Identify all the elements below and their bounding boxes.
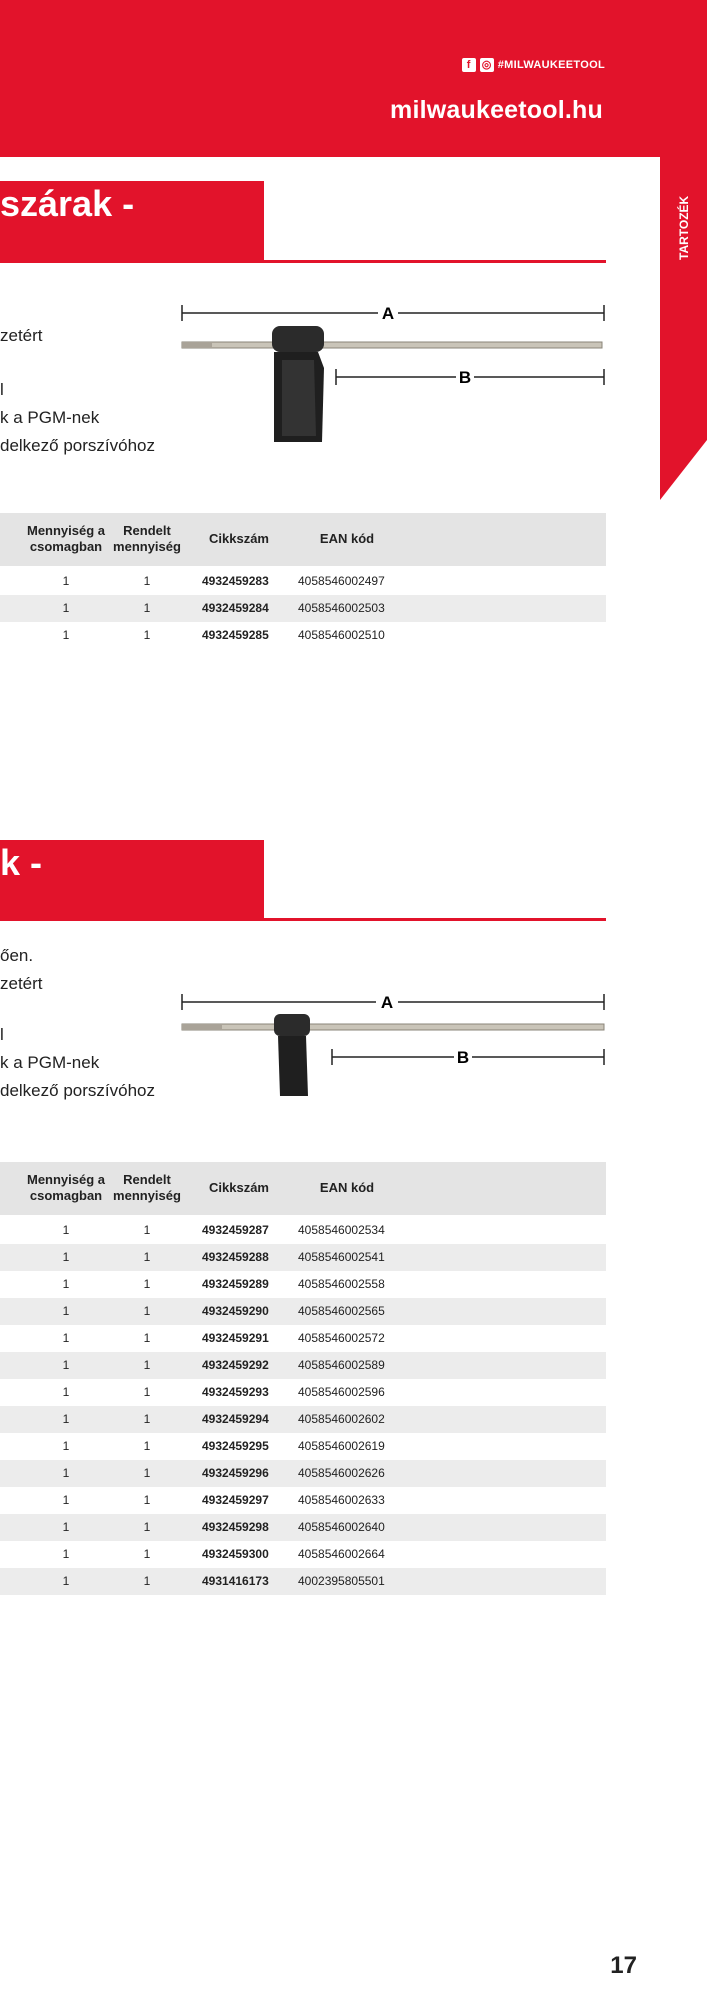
ean-cell: 4058546002626 — [298, 1466, 385, 1480]
qty-cell: 1 — [62, 1412, 70, 1426]
ean-cell: 4058546002602 — [298, 1412, 385, 1426]
dimension-a — [182, 304, 604, 323]
qty-cell: 1 — [62, 1358, 70, 1372]
article-cell: 4932459298 — [202, 1520, 269, 1534]
table-row — [0, 1352, 606, 1379]
ean-cell: 4058546002503 — [298, 601, 385, 615]
qty-cell: 1 — [62, 601, 70, 615]
table-row — [0, 568, 606, 595]
section1-desc-line-1: zetért — [0, 326, 43, 345]
drill-bit-shaft — [182, 1024, 604, 1030]
qty-cell: 1 — [62, 1439, 70, 1453]
table-row — [0, 1433, 606, 1460]
table-row — [0, 1379, 606, 1406]
header-qty: Mennyiség a csomagban — [26, 523, 106, 554]
ordered-cell: 1 — [143, 1547, 151, 1561]
header-ean: EAN kód — [319, 531, 375, 546]
facebook-icon[interactable]: f — [462, 58, 476, 72]
table-row — [0, 1487, 606, 1514]
social-bar — [462, 58, 605, 72]
section1-desc-line-3: k a PGM-nek — [0, 408, 100, 427]
table-row — [0, 1217, 606, 1244]
table-row — [0, 595, 606, 622]
website-url[interactable]: milwaukeetool.hu — [390, 96, 603, 124]
table-row — [0, 1325, 606, 1352]
table-row — [0, 1406, 606, 1433]
ordered-cell: 1 — [143, 1304, 151, 1318]
header-ordered: Rendelt mennyiség — [113, 1172, 181, 1203]
table-row — [0, 1271, 606, 1298]
section1-product-diagram — [178, 296, 608, 446]
dimension-a-label: A — [381, 304, 395, 323]
section1-desc-line-2: l — [0, 380, 4, 399]
section2-product-diagram — [178, 988, 608, 1138]
article-cell: 4932459284 — [202, 601, 269, 615]
qty-cell: 1 — [62, 628, 70, 642]
ordered-cell: 1 — [143, 1250, 151, 1264]
article-cell: 4932459296 — [202, 1466, 269, 1480]
article-cell: 4932459293 — [202, 1385, 269, 1399]
qty-cell: 1 — [62, 1277, 70, 1291]
dimension-b — [332, 1048, 604, 1067]
article-cell: 4932459289 — [202, 1277, 269, 1291]
article-cell: 4932459288 — [202, 1250, 269, 1264]
table-row — [0, 1541, 606, 1568]
header-ordered: Rendelt mennyiség — [113, 523, 181, 554]
qty-cell: 1 — [62, 1331, 70, 1345]
ean-cell: 4002395805501 — [298, 1574, 385, 1588]
table-row — [0, 1298, 606, 1325]
qty-cell: 1 — [62, 1304, 70, 1318]
side-tab-label: TARTOZÉK — [677, 195, 691, 260]
section2-desc-line-2: zetért — [0, 974, 43, 993]
section1-title-rule — [0, 260, 606, 263]
ordered-cell: 1 — [143, 1358, 151, 1372]
ean-cell: 4058546002589 — [298, 1358, 385, 1372]
dimension-b — [336, 368, 604, 387]
dimension-a-label: A — [380, 993, 394, 1012]
ean-cell: 4058546002497 — [298, 574, 385, 588]
article-cell: 4932459290 — [202, 1304, 269, 1318]
qty-cell: 1 — [62, 1520, 70, 1534]
ordered-cell: 1 — [143, 1466, 151, 1480]
article-cell: 4932459297 — [202, 1493, 269, 1507]
table-row — [0, 1460, 606, 1487]
ean-cell: 4058546002510 — [298, 628, 385, 642]
article-cell: 4932459300 — [202, 1547, 269, 1561]
ean-cell: 4058546002572 — [298, 1331, 385, 1345]
article-cell: 4932459294 — [202, 1412, 269, 1426]
ean-cell: 4058546002619 — [298, 1439, 385, 1453]
ordered-cell: 1 — [143, 1331, 151, 1345]
qty-cell: 1 — [62, 574, 70, 588]
ean-cell: 4058546002558 — [298, 1277, 385, 1291]
article-cell: 4932459292 — [202, 1358, 269, 1372]
article-cell: 4932459291 — [202, 1331, 269, 1345]
ordered-cell: 1 — [143, 1277, 151, 1291]
header-qty: Mennyiség a csomagban — [26, 1172, 106, 1203]
article-cell: 4931416173 — [202, 1574, 269, 1588]
hashtag[interactable]: #MILWAUKEETOOL — [497, 59, 605, 71]
dimension-a — [182, 993, 604, 1012]
table-row — [0, 1568, 606, 1595]
ordered-cell: 1 — [143, 1439, 151, 1453]
qty-cell: 1 — [62, 1466, 70, 1480]
table-row — [0, 1244, 606, 1271]
ordered-cell: 1 — [143, 1223, 151, 1237]
section2-desc-line-5: delkező porszívóhoz — [0, 1081, 155, 1100]
qty-cell: 1 — [62, 1547, 70, 1561]
section2-desc-line-4: k a PGM-nek — [0, 1053, 100, 1072]
dust-extraction-handle — [272, 326, 324, 442]
section1-title: szárak - — [0, 181, 264, 261]
ean-cell: 4058546002633 — [298, 1493, 385, 1507]
section2-title-rule — [0, 918, 606, 921]
section1-desc-line-4: delkező porszívóhoz — [0, 436, 155, 455]
instagram-icon[interactable]: ◎ — [480, 58, 494, 72]
qty-cell: 1 — [62, 1250, 70, 1264]
article-cell: 4932459283 — [202, 574, 269, 588]
section2-title: k - — [0, 840, 264, 920]
ordered-cell: 1 — [143, 1493, 151, 1507]
ean-cell: 4058546002664 — [298, 1547, 385, 1561]
drill-bit-shaft — [182, 342, 602, 348]
ordered-cell: 1 — [143, 1412, 151, 1426]
section2-table-header — [0, 1162, 606, 1215]
article-cell: 4932459295 — [202, 1439, 269, 1453]
page-number: 17 — [610, 1952, 637, 1979]
ordered-cell: 1 — [143, 1385, 151, 1399]
dust-extraction-handle — [274, 1014, 310, 1096]
header-article: Cikkszám — [209, 1180, 269, 1195]
ean-cell: 4058546002565 — [298, 1304, 385, 1318]
qty-cell: 1 — [62, 1493, 70, 1507]
ordered-cell: 1 — [143, 1520, 151, 1534]
header-article: Cikkszám — [209, 531, 269, 546]
ean-cell: 4058546002541 — [298, 1250, 385, 1264]
dimension-b-label: B — [458, 368, 472, 387]
ordered-cell: 1 — [143, 1574, 151, 1588]
section2-desc-line-3: l — [0, 1025, 4, 1044]
section2-desc-line-1: ően. — [0, 946, 34, 965]
ordered-cell: 1 — [143, 601, 151, 615]
qty-cell: 1 — [62, 1385, 70, 1399]
ean-cell: 4058546002640 — [298, 1520, 385, 1534]
qty-cell: 1 — [62, 1223, 70, 1237]
table-row — [0, 1514, 606, 1541]
header-banner — [0, 0, 707, 157]
table-row — [0, 622, 606, 649]
section1-table-header — [0, 513, 606, 566]
qty-cell: 1 — [62, 1574, 70, 1588]
ordered-cell: 1 — [143, 574, 151, 588]
header-ean: EAN kód — [319, 1180, 375, 1195]
ordered-cell: 1 — [143, 628, 151, 642]
article-cell: 4932459287 — [202, 1223, 269, 1237]
article-cell: 4932459285 — [202, 628, 269, 642]
dimension-b-label: B — [456, 1048, 470, 1067]
ean-cell: 4058546002534 — [298, 1223, 385, 1237]
ean-cell: 4058546002596 — [298, 1385, 385, 1399]
